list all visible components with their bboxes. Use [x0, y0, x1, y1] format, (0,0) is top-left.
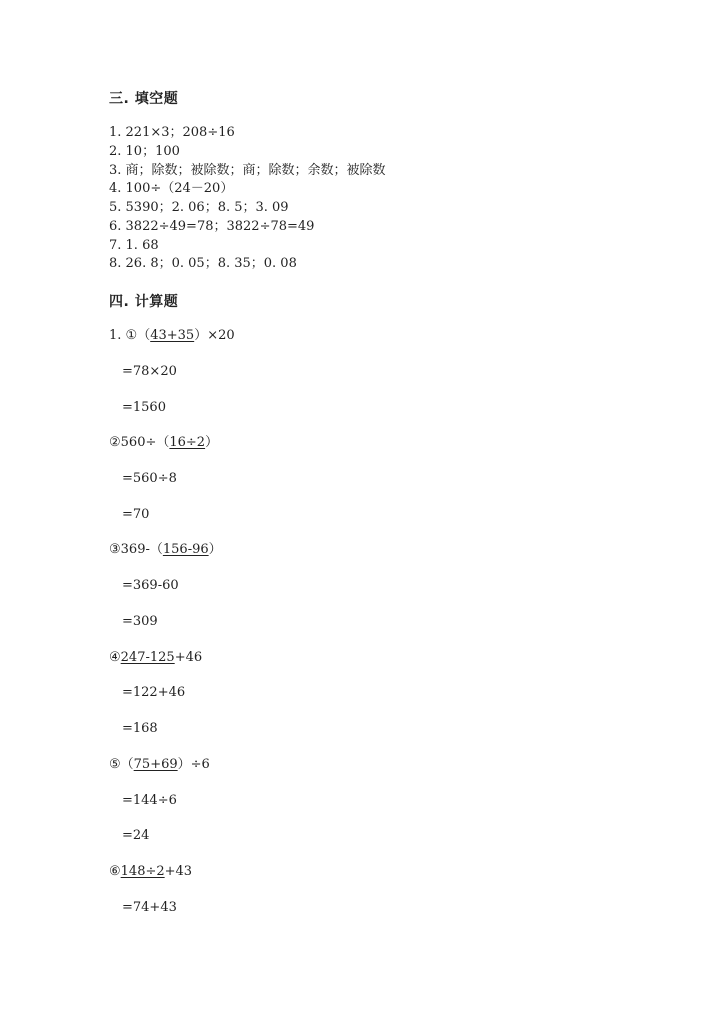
section-3-title: 三. 填空题 — [109, 91, 179, 107]
answer-5: 5. 5390；2. 06；8. 5；3. 09 — [109, 200, 289, 215]
problem-3-underlined: 156-96 — [162, 542, 209, 557]
problem-5-underlined: 75+69 — [133, 757, 178, 772]
problem-3-expression — [109, 542, 222, 558]
problem-6-suffix: +43 — [164, 864, 193, 879]
problem-1-expression — [109, 328, 235, 344]
answer-3: 3. 商；除数；被除数；商；除数；余数；被除数 — [109, 163, 386, 178]
problem-4-expression — [109, 650, 202, 666]
problem-4-prefix: ④ — [109, 650, 121, 665]
section-4-title: 四. 计算题 — [109, 294, 179, 310]
problem-2-suffix: ） — [205, 435, 219, 450]
problem-2-step-2: =70 — [122, 507, 150, 522]
problem-2-prefix: ②560÷（ — [109, 435, 170, 450]
problem-3-step-2: =309 — [122, 614, 158, 629]
answer-2: 2. 10；100 — [109, 144, 180, 159]
problem-4-suffix: +46 — [174, 650, 203, 665]
answer-8: 8. 26. 8；0. 05；8. 35；0. 08 — [109, 256, 297, 271]
problem-5-expression — [109, 757, 210, 773]
problem-1-step-2: =1560 — [122, 400, 166, 415]
problem-6-underlined: 148÷2 — [120, 864, 165, 879]
problem-1-prefix: 1. ①（ — [109, 328, 151, 343]
problem-2-expression — [109, 435, 218, 451]
problem-6-step-1: =74+43 — [122, 900, 177, 915]
problem-4-step-2: =168 — [122, 721, 158, 736]
problem-1-underlined: 43+35 — [150, 328, 195, 343]
problem-5-prefix: ⑤（ — [109, 757, 134, 772]
problem-6-prefix: ⑥ — [109, 864, 121, 879]
problem-3-step-1: =369-60 — [122, 578, 179, 593]
answer-1: 1. 221×3；208÷16 — [109, 125, 235, 140]
problem-4-underlined: 247-125 — [120, 650, 175, 665]
problem-2-underlined: 16÷2 — [169, 435, 206, 450]
problem-5-step-2: =24 — [122, 828, 150, 843]
problem-4-step-1: =122+46 — [122, 685, 186, 700]
problem-1-suffix: ）×20 — [194, 328, 235, 343]
problem-5-step-1: =144÷6 — [122, 793, 177, 808]
answer-4: 4. 100÷（24－20） — [109, 181, 234, 196]
answer-7: 7. 1. 68 — [109, 238, 159, 253]
problem-5-suffix: ）÷6 — [177, 757, 210, 772]
problem-1-step-1: =78×20 — [122, 364, 177, 379]
problem-2-step-1: =560÷8 — [122, 471, 177, 486]
problem-3-suffix: ） — [208, 542, 222, 557]
problem-3-prefix: ③369-（ — [109, 542, 163, 557]
problem-6-expression — [109, 864, 192, 880]
answer-6: 6. 3822÷49=78；3822÷78=49 — [109, 219, 315, 234]
